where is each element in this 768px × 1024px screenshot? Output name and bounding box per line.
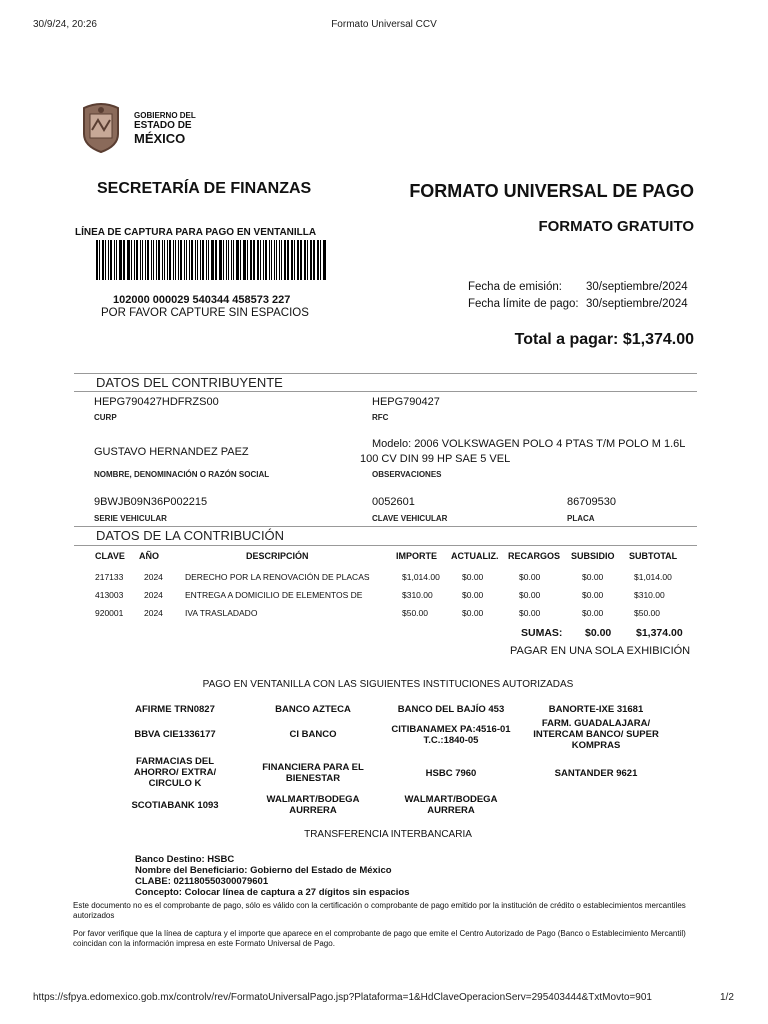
capture-note: POR FAVOR CAPTURE SIN ESPACIOS: [101, 307, 309, 319]
transferencia-details: [135, 854, 410, 898]
institution-item: CITIBANAMEX PA:4516-01 T.C.:1840-05: [391, 724, 511, 746]
barcode-bar: [323, 240, 326, 280]
institution-item: WALMART/BODEGA AURRERA: [404, 794, 498, 816]
barcode-bar: [136, 240, 138, 280]
barcode-bar: [197, 240, 198, 280]
barcode-bar: [195, 240, 196, 280]
barcode-bar: [240, 240, 241, 280]
barcode-bar: [223, 240, 224, 280]
barcode-bar: [313, 240, 315, 280]
serie-label: SERIE VEHICULAR: [94, 514, 167, 523]
fecha-limite-label: Fecha límite de pago:: [468, 298, 579, 310]
logo-text: [134, 111, 196, 146]
barcode-bar: [167, 240, 168, 280]
barcode-bar: [307, 240, 308, 280]
clave-vehicular-label: CLAVE VEHICULAR: [372, 514, 448, 523]
total-a-pagar: Total a pagar: $1,374.00: [514, 331, 694, 348]
institution-item: WALMART/BODEGA AURRERA: [266, 794, 360, 816]
capture-heading: LÍNEA DE CAPTURA PARA PAGO EN VENTANILLA: [75, 227, 317, 238]
cell-descripcion: IVA TRASLADADO: [185, 608, 258, 618]
barcode-bar: [119, 240, 122, 280]
col-header-recargos: RECARGOS: [508, 551, 561, 561]
sumas-label: SUMAS:: [521, 627, 563, 639]
barcode-bar: [158, 240, 160, 280]
institution-item: AFIRME TRN0827: [135, 704, 215, 715]
logo-line-2: ESTADO DE: [134, 120, 192, 131]
print-datetime: 30/9/24, 20:26: [33, 19, 97, 30]
clave-vehicular-value: 0052601: [372, 496, 415, 508]
institution-item: FINANCIERA PARA EL BIENESTAR: [262, 762, 364, 784]
col-header-actualiz: ACTUALIZ.: [451, 551, 499, 561]
cell-actualiz: $0.00: [462, 572, 484, 582]
barcode-bar: [102, 240, 104, 280]
col-header-subsidio: SUBSIDIO: [571, 551, 615, 561]
rfc-value: HEPG790427: [372, 396, 440, 408]
barcode-bar: [180, 240, 182, 280]
barcode-bar: [231, 240, 232, 280]
barcode-bar: [186, 240, 187, 280]
col-header-descripcion: DESCRIPCIÓN: [246, 551, 309, 561]
barcode-bar: [153, 240, 154, 280]
institution-item: FARMACIAS DEL AHORRO/ EXTRA/ CIRCULO K: [133, 756, 217, 789]
barcode-bar: [114, 240, 115, 280]
disclaimer-2: Por favor verifique que la línea de captura y el importe que aparece en el comprobante de pago que emite el Centro Autorizado de Pago (Banco o Establecimiento Mercantil) coincidan con la información impresa en este Formato Universal de Pago.: [73, 929, 686, 948]
fecha-limite-value: 30/septiembre/2024: [586, 298, 688, 310]
fecha-emision-label: Fecha de emisión:: [468, 281, 562, 293]
barcode-bar: [250, 240, 252, 280]
table-row: [0, 608, 768, 624]
barcode-bar: [164, 240, 165, 280]
cell-importe: $310.00: [402, 590, 433, 600]
cell-clave: 920001: [95, 608, 124, 618]
barcode-bar: [142, 240, 143, 280]
cell-anio: 2024: [144, 572, 163, 582]
capture-number: 102000 000029 540344 458573 227: [113, 294, 291, 306]
barcode: [96, 240, 328, 280]
state-seal-icon: [78, 100, 124, 154]
cell-subtotal: $310.00: [634, 590, 665, 600]
institution-item: BANCO AZTECA: [275, 704, 351, 715]
barcode-bar: [260, 240, 261, 280]
barcode-bar: [202, 240, 204, 280]
institution-item: HSBC 7960: [425, 768, 477, 779]
cell-clave: 413003: [95, 590, 124, 600]
barcode-bar: [253, 240, 255, 280]
barcode-bar: [320, 240, 321, 280]
nombre-value: GUSTAVO HERNANDEZ PAEZ: [94, 446, 249, 458]
col-header-anio: AÑO: [139, 551, 159, 561]
cell-recargos: $0.00: [519, 572, 541, 582]
barcode-bar: [304, 240, 306, 280]
barcode-bar: [145, 240, 146, 280]
observaciones-value-2: 100 CV DIN 99 HP SAE 5 VEL: [360, 453, 511, 465]
barcode-bar: [173, 240, 174, 280]
contribucion-title: DATOS DE LA CONTRIBUCIÓN: [96, 528, 285, 543]
cell-descripcion: DERECHO POR LA RENOVACIÓN DE PLACAS: [185, 572, 370, 582]
cell-subsidio: $0.00: [582, 608, 604, 618]
beneficiario: Nombre del Beneficiario: Gobierno del Estado de México: [135, 865, 392, 876]
logo-line-1: GOBIERNO DEL: [134, 111, 196, 120]
cell-clave: 217133: [95, 572, 124, 582]
instituciones-heading: PAGO EN VENTANILLA CON LAS SIGUIENTES INSTITUCIONES AUTORIZADAS: [202, 679, 574, 690]
cell-subtotal: $50.00: [634, 608, 660, 618]
barcode-bar: [271, 240, 272, 280]
print-page-number: 1/2: [720, 992, 734, 1003]
logo-line-3: MÉXICO: [134, 131, 186, 146]
barcode-bar: [233, 240, 234, 280]
barcode-bar: [147, 240, 149, 280]
barcode-bar: [208, 240, 209, 280]
observaciones-label: OBSERVACIONES: [372, 470, 442, 479]
document-subtitle: FORMATO GRATUITO: [538, 218, 694, 235]
barcode-bar: [140, 240, 141, 280]
cell-descripcion: ENTREGA A DOMICILIO DE ELEMENTOS DE: [185, 590, 363, 600]
barcode-bar: [317, 240, 319, 280]
barcode-bar: [219, 240, 222, 280]
barcode-bar: [226, 240, 227, 280]
col-header-clave: CLAVE: [95, 551, 125, 561]
barcode-bar: [257, 240, 259, 280]
divider: [74, 391, 697, 392]
disclaimer-1: Este documento no es el comprobante de pago, sólo es válido con la certificación o comprobante de pago emitido por la institución de crédito o establecimientos mercantiles autorizados: [73, 901, 686, 920]
barcode-bar: [279, 240, 280, 280]
barcode-bar: [297, 240, 299, 280]
institution-item: SCOTIABANK 1093: [131, 800, 219, 811]
fecha-emision-value: 30/septiembre/2024: [586, 281, 688, 293]
barcode-bar: [243, 240, 246, 280]
barcode-bar: [151, 240, 152, 280]
barcode-bar: [131, 240, 132, 280]
cell-importe: $1,014.00: [402, 572, 440, 582]
barcode-bar: [200, 240, 201, 280]
barcode-bar: [276, 240, 277, 280]
barcode-bar: [287, 240, 289, 280]
cell-subtotal: $1,014.00: [634, 572, 672, 582]
serie-value: 9BWJB09N36P002215: [94, 496, 208, 508]
barcode-bar: [169, 240, 171, 280]
sumas-total: $1,374.00: [636, 627, 683, 639]
cell-recargos: $0.00: [519, 608, 541, 618]
col-header-subtotal: SUBTOTAL: [629, 551, 678, 561]
barcode-bar: [228, 240, 229, 280]
barcode-bar: [156, 240, 157, 280]
divider: [74, 373, 697, 374]
cell-importe: $50.00: [402, 608, 428, 618]
table-row: [0, 572, 768, 588]
print-page-title: Formato Universal CCV: [331, 19, 437, 30]
barcode-bar: [263, 240, 264, 280]
cell-subsidio: $0.00: [582, 572, 604, 582]
placa-value: 86709530: [567, 496, 616, 508]
curp-value: HEPG790427HDFRZS00: [94, 396, 219, 408]
institution-item: CI BANCO: [289, 729, 337, 740]
barcode-bar: [127, 240, 130, 280]
cell-anio: 2024: [144, 590, 163, 600]
institution-item: BANCO DEL BAJÍO 453: [397, 704, 505, 715]
institution-item: FARM. GUADALAJARA/ INTERCAM BANCO/ SUPER KOMPRAS: [533, 718, 659, 751]
barcode-bar: [269, 240, 270, 280]
curp-label: CURP: [94, 413, 117, 422]
cell-actualiz: $0.00: [462, 608, 484, 618]
divider: [74, 545, 697, 546]
barcode-bar: [310, 240, 312, 280]
document-title: FORMATO UNIVERSAL DE PAGO: [409, 181, 694, 201]
barcode-bar: [184, 240, 185, 280]
barcode-bar: [116, 240, 117, 280]
barcode-bar: [175, 240, 176, 280]
contribuyente-title: DATOS DEL CONTRIBUYENTE: [96, 375, 283, 390]
col-header-importe: IMPORTE: [396, 551, 438, 561]
clabe: CLABE: 021180550300079601: [135, 876, 269, 887]
barcode-bar: [108, 240, 109, 280]
observaciones-value-1: Modelo: 2006 VOLKSWAGEN POLO 4 PTAS T/M POLO M 1.6L: [372, 438, 686, 450]
barcode-bar: [300, 240, 302, 280]
barcode-bar: [274, 240, 275, 280]
institution-item: SANTANDER 9621: [554, 768, 638, 779]
barcode-bar: [265, 240, 267, 280]
barcode-bar: [211, 240, 214, 280]
placa-label: PLACA: [567, 514, 595, 523]
sumas-subsidio: $0.00: [585, 627, 612, 639]
institution-item: BBVA CIE1336177: [134, 729, 216, 740]
barcode-bar: [294, 240, 295, 280]
barcode-bar: [162, 240, 163, 280]
barcode-bar: [99, 240, 100, 280]
barcode-bar: [191, 240, 193, 280]
divider: [74, 526, 697, 527]
secretaria-title: SECRETARÍA DE FINANZAS: [97, 180, 312, 197]
barcode-bar: [134, 240, 135, 280]
rfc-label: RFC: [372, 413, 389, 422]
barcode-bar: [189, 240, 190, 280]
cell-actualiz: $0.00: [462, 590, 484, 600]
cell-subsidio: $0.00: [582, 590, 604, 600]
table-row: [0, 590, 768, 606]
cell-recargos: $0.00: [519, 590, 541, 600]
barcode-bar: [284, 240, 286, 280]
barcode-bar: [110, 240, 112, 280]
barcode-bar: [96, 240, 98, 280]
institution-item: BANORTE-IXE 31681: [548, 704, 644, 715]
barcode-bar: [123, 240, 125, 280]
barcode-bar: [291, 240, 293, 280]
transferencia-heading: TRANSFERENCIA INTERBANCARIA: [304, 829, 472, 840]
cell-anio: 2024: [144, 608, 163, 618]
print-url: https://sfpya.edomexico.gob.mx/controlv/rev/FormatoUniversalPago.jsp?Plataforma=1&HdClaveOperacionServ=295403444&TxtMovto=901: [33, 992, 652, 1003]
barcode-bar: [206, 240, 207, 280]
barcode-bar: [236, 240, 239, 280]
barcode-bar: [178, 240, 179, 280]
barcode-bar: [105, 240, 106, 280]
concepto: Concepto: Colocar línea de captura a 27 dígitos sin espacios: [135, 887, 410, 898]
banco-destino: Banco Destino: HSBC: [135, 854, 235, 865]
exhibicion-note: PAGAR EN UNA SOLA EXHIBICIÓN: [510, 645, 691, 657]
barcode-bar: [247, 240, 248, 280]
barcode-bar: [215, 240, 217, 280]
barcode-bar: [281, 240, 282, 280]
nombre-label: NOMBRE, DENOMINACIÓN O RAZÓN SOCIAL: [94, 470, 270, 479]
